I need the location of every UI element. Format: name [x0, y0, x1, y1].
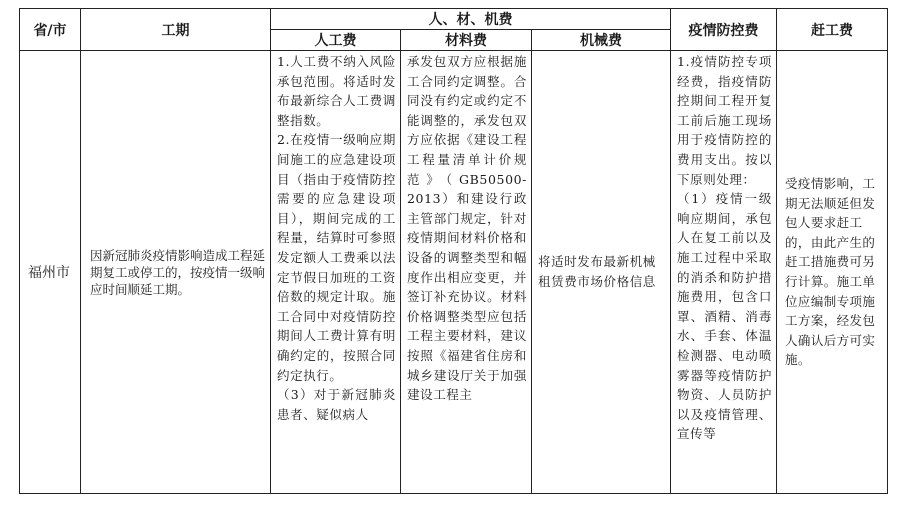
material-paragraph: 承发包双方应根据施工合同约定调整。合同没有约定或约定不能调整的，承发包双方应依据《建设工程工程量清单计价规范》（GB50500-2013）和建设行政主管部门规定，针对疫情期间材料价格和设备的调整类型和幅度作出相应变更，并签订补充协议。材料价格调整类型应包括工程主要材料，建议按照《福建省住房和城乡建设厅关于加强建设工程主 — [407, 54, 527, 403]
cost-policy-table — [19, 8, 888, 494]
header-machinery-cost: 机械费 — [532, 30, 671, 51]
labor-paragraph: 1.人工费不纳入风险承包范围。将适时发布最新综合人工费调整指数。 — [277, 54, 396, 128]
period-cell: 因新冠肺炎疫情影响造成工程延期复工或停工的，按疫情一级响应时间顺延工期。 — [81, 51, 271, 494]
header-material-cost: 材料费 — [401, 30, 532, 51]
labor-paragraph: 2.在疫情一级响应期间施工的应急建设项目（指由于疫情防控需要的应急建设项目），期间完成的工程量，结算时可参照发定额人工费乘以法定节假日加班的工资倍数的规定计取。施工合同中对疫情防控期间人工费计算有明确约定的，按照合同约定执行。 — [277, 132, 396, 383]
epidemic-paragraph: （1）疫情一级响应期间，承包人在复工前以及施工过程中采取的消杀和防护措施费用，包含口罩、酒精、消毒水、手套、体温检测器、电动喷雾器等疫情防护物资、人员防护以及疫情管理、宣传等 — [677, 191, 773, 442]
epidemic-cell — [671, 51, 777, 494]
rush-cell: 受疫情影响，工期无法顺延但发包人要求赶工的，由此产生的赶工措施费可另行计算。施工单位应编制专项施工方案，经发包人确认后方可实施。 — [777, 51, 888, 494]
header-epidemic-cost: 疫情防控费 — [671, 9, 777, 51]
table-row — [20, 51, 888, 494]
epidemic-paragraph: 1.疫情防控专项经费，指疫情防控期间工程开复工前后施工现场用于疫情防控的费用支出。按以下原则处理： — [677, 54, 773, 187]
header-period: 工期 — [81, 9, 271, 51]
header-labor-cost: 人工费 — [271, 30, 401, 51]
material-cell — [401, 51, 532, 494]
header-costs-group: 人、材、机费 — [271, 9, 671, 30]
labor-cell — [271, 51, 401, 494]
header-rush-cost: 赶工费 — [777, 9, 888, 51]
header-province-city: 省/市 — [20, 9, 81, 51]
machinery-cell: 将适时发布最新机械租赁费市场价格信息 — [532, 51, 671, 494]
city-cell: 福州市 — [20, 51, 81, 494]
labor-paragraph: （3）对于新冠肺炎患者、疑似病人 — [277, 387, 396, 422]
header-row-top — [20, 9, 888, 30]
